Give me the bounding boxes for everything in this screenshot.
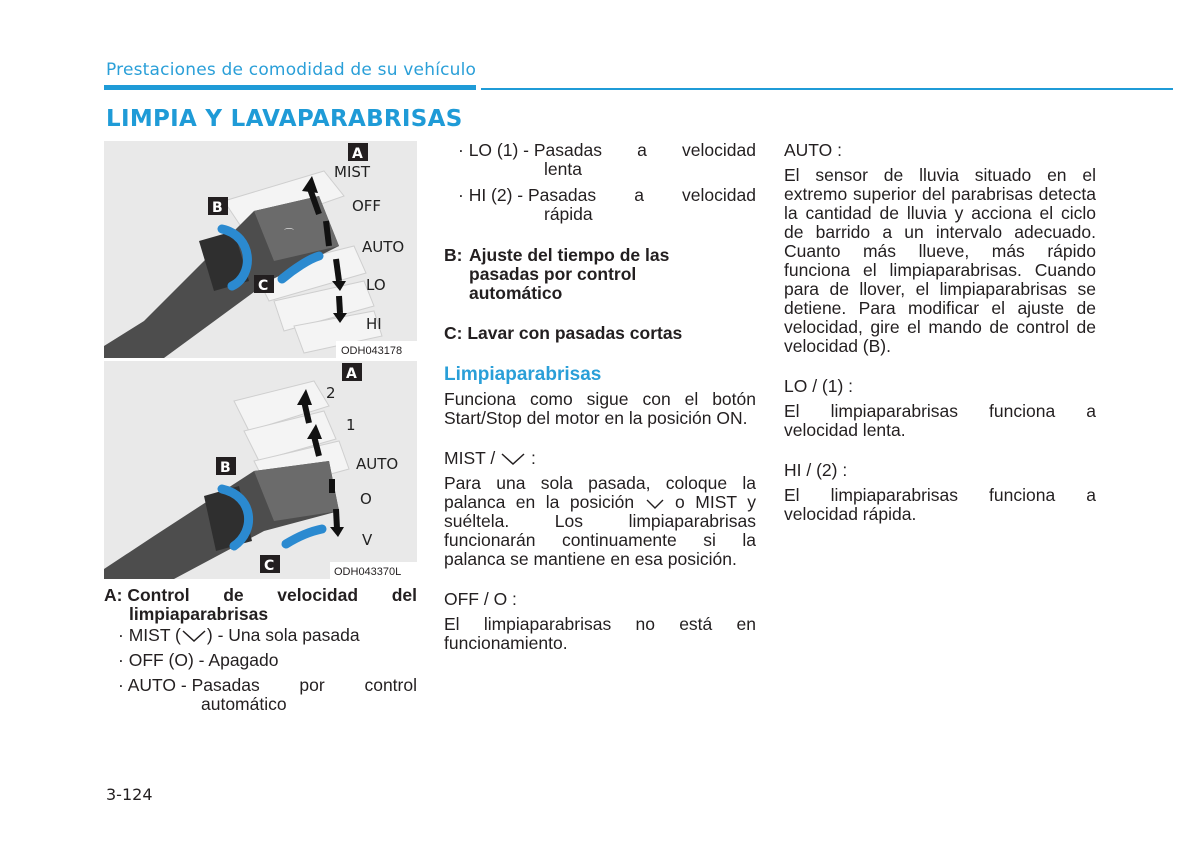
figure-code-b: ODH043370L [334,566,402,578]
hi-heading: HI / (2) : [784,460,848,480]
header-rule-thick [104,85,476,90]
svg-text:C: C [258,278,269,294]
figure-type-b [104,361,417,579]
column-2-text [444,141,756,653]
mist-paragraph: Para una sola pasada, coloque la palanca en la posición o MIST y suéltela. Los limpiaparabrisas funcionarán continuamente si la palanca se mantiene en esa posición. [444,473,756,569]
svg-text:C: C [264,558,275,574]
position-label-auto: AUTO [362,238,405,256]
position-label-v: V [362,531,373,549]
svg-text:B: B [220,460,231,476]
wiper-lever-illustration-b [104,361,417,579]
header-rule-thin [481,88,1173,90]
svg-text:A: A [346,366,357,382]
position-label-hi: HI [366,315,382,333]
subheading-limpiaparabrisas: Limpiaparabrisas [444,364,602,385]
intro-paragraph: Funciona como sigue con el botón Start/Stop del motor en la posición ON. [444,389,756,428]
list-item-off: · OFF (O) - Apagado [118,650,279,670]
svg-text:A: A [352,146,363,162]
legend-a: A: Control de velocidad del [104,585,417,605]
column-1-text [104,586,417,714]
position-label-1: 1 [346,416,356,434]
position-label-2: 2 [326,384,336,402]
wiper-lever-illustration-a [104,141,417,358]
position-label-mist: MIST [334,163,371,181]
legend-b: B: Ajuste del tiempo de las pasadas por control automático [444,245,670,303]
list-item-hi: · HI (2) - Pasadas a velocidad rápida [458,185,756,224]
off-heading: OFF / O : [444,589,517,609]
mist-heading: MIST / : [444,448,536,468]
list-item-auto: · AUTO - Pasadas por control automático [118,675,417,714]
section-title: LIMPIA Y LAVAPARABRISAS [106,106,463,132]
auto-paragraph: El sensor de lluvia situado en el extremo superior del parabrisas detecta la cantidad de lluvia y acciona el ciclo de barrido a un intervalo adecuado. Cuanto más llueve, más rápido funciona el limpiaparabrisas. Cuando para de llover, el limpiaparabrisas se detiene. Para modificar el ajuste de velocidad, gire el mando de control de velocidad (B). [784,165,1096,356]
hi-paragraph: El limpiaparabrisas funciona a velocidad rápida. [784,485,1096,524]
lo-paragraph: El limpiaparabrisas funciona a velocidad lenta. [784,401,1096,440]
mist-symbol-icon [181,629,207,643]
mist-symbol-icon [645,498,665,510]
position-label-o: O [360,490,372,508]
running-header: Prestaciones de comodidad de su vehículo [106,60,477,80]
svg-text:⌒: ⌒ [284,229,294,240]
auto-heading: AUTO : [784,140,843,160]
mist-symbol-icon [500,452,526,466]
position-label-lo: LO [366,276,386,294]
off-paragraph: El limpiaparabrisas no está en funcionamiento. [444,614,756,653]
page-number: 3-124 [106,785,153,804]
figure-type-a [104,141,417,358]
position-label-off: OFF [352,197,382,215]
list-item-lo: · LO (1) - Pasadas a velocidad lenta [458,140,756,179]
legend-c: C: Lavar con pasadas cortas [444,323,683,343]
lo-heading: LO / (1) : [784,376,854,396]
list-item-mist: · MIST ( ) - Una sola pasada [118,625,360,645]
legend-a-cont: limpiaparabrisas [129,604,269,624]
figure-code-a: ODH043178 [341,345,403,357]
column-3-text [784,141,1096,524]
svg-text:B: B [212,200,223,216]
position-label-auto-b: AUTO [356,455,399,473]
